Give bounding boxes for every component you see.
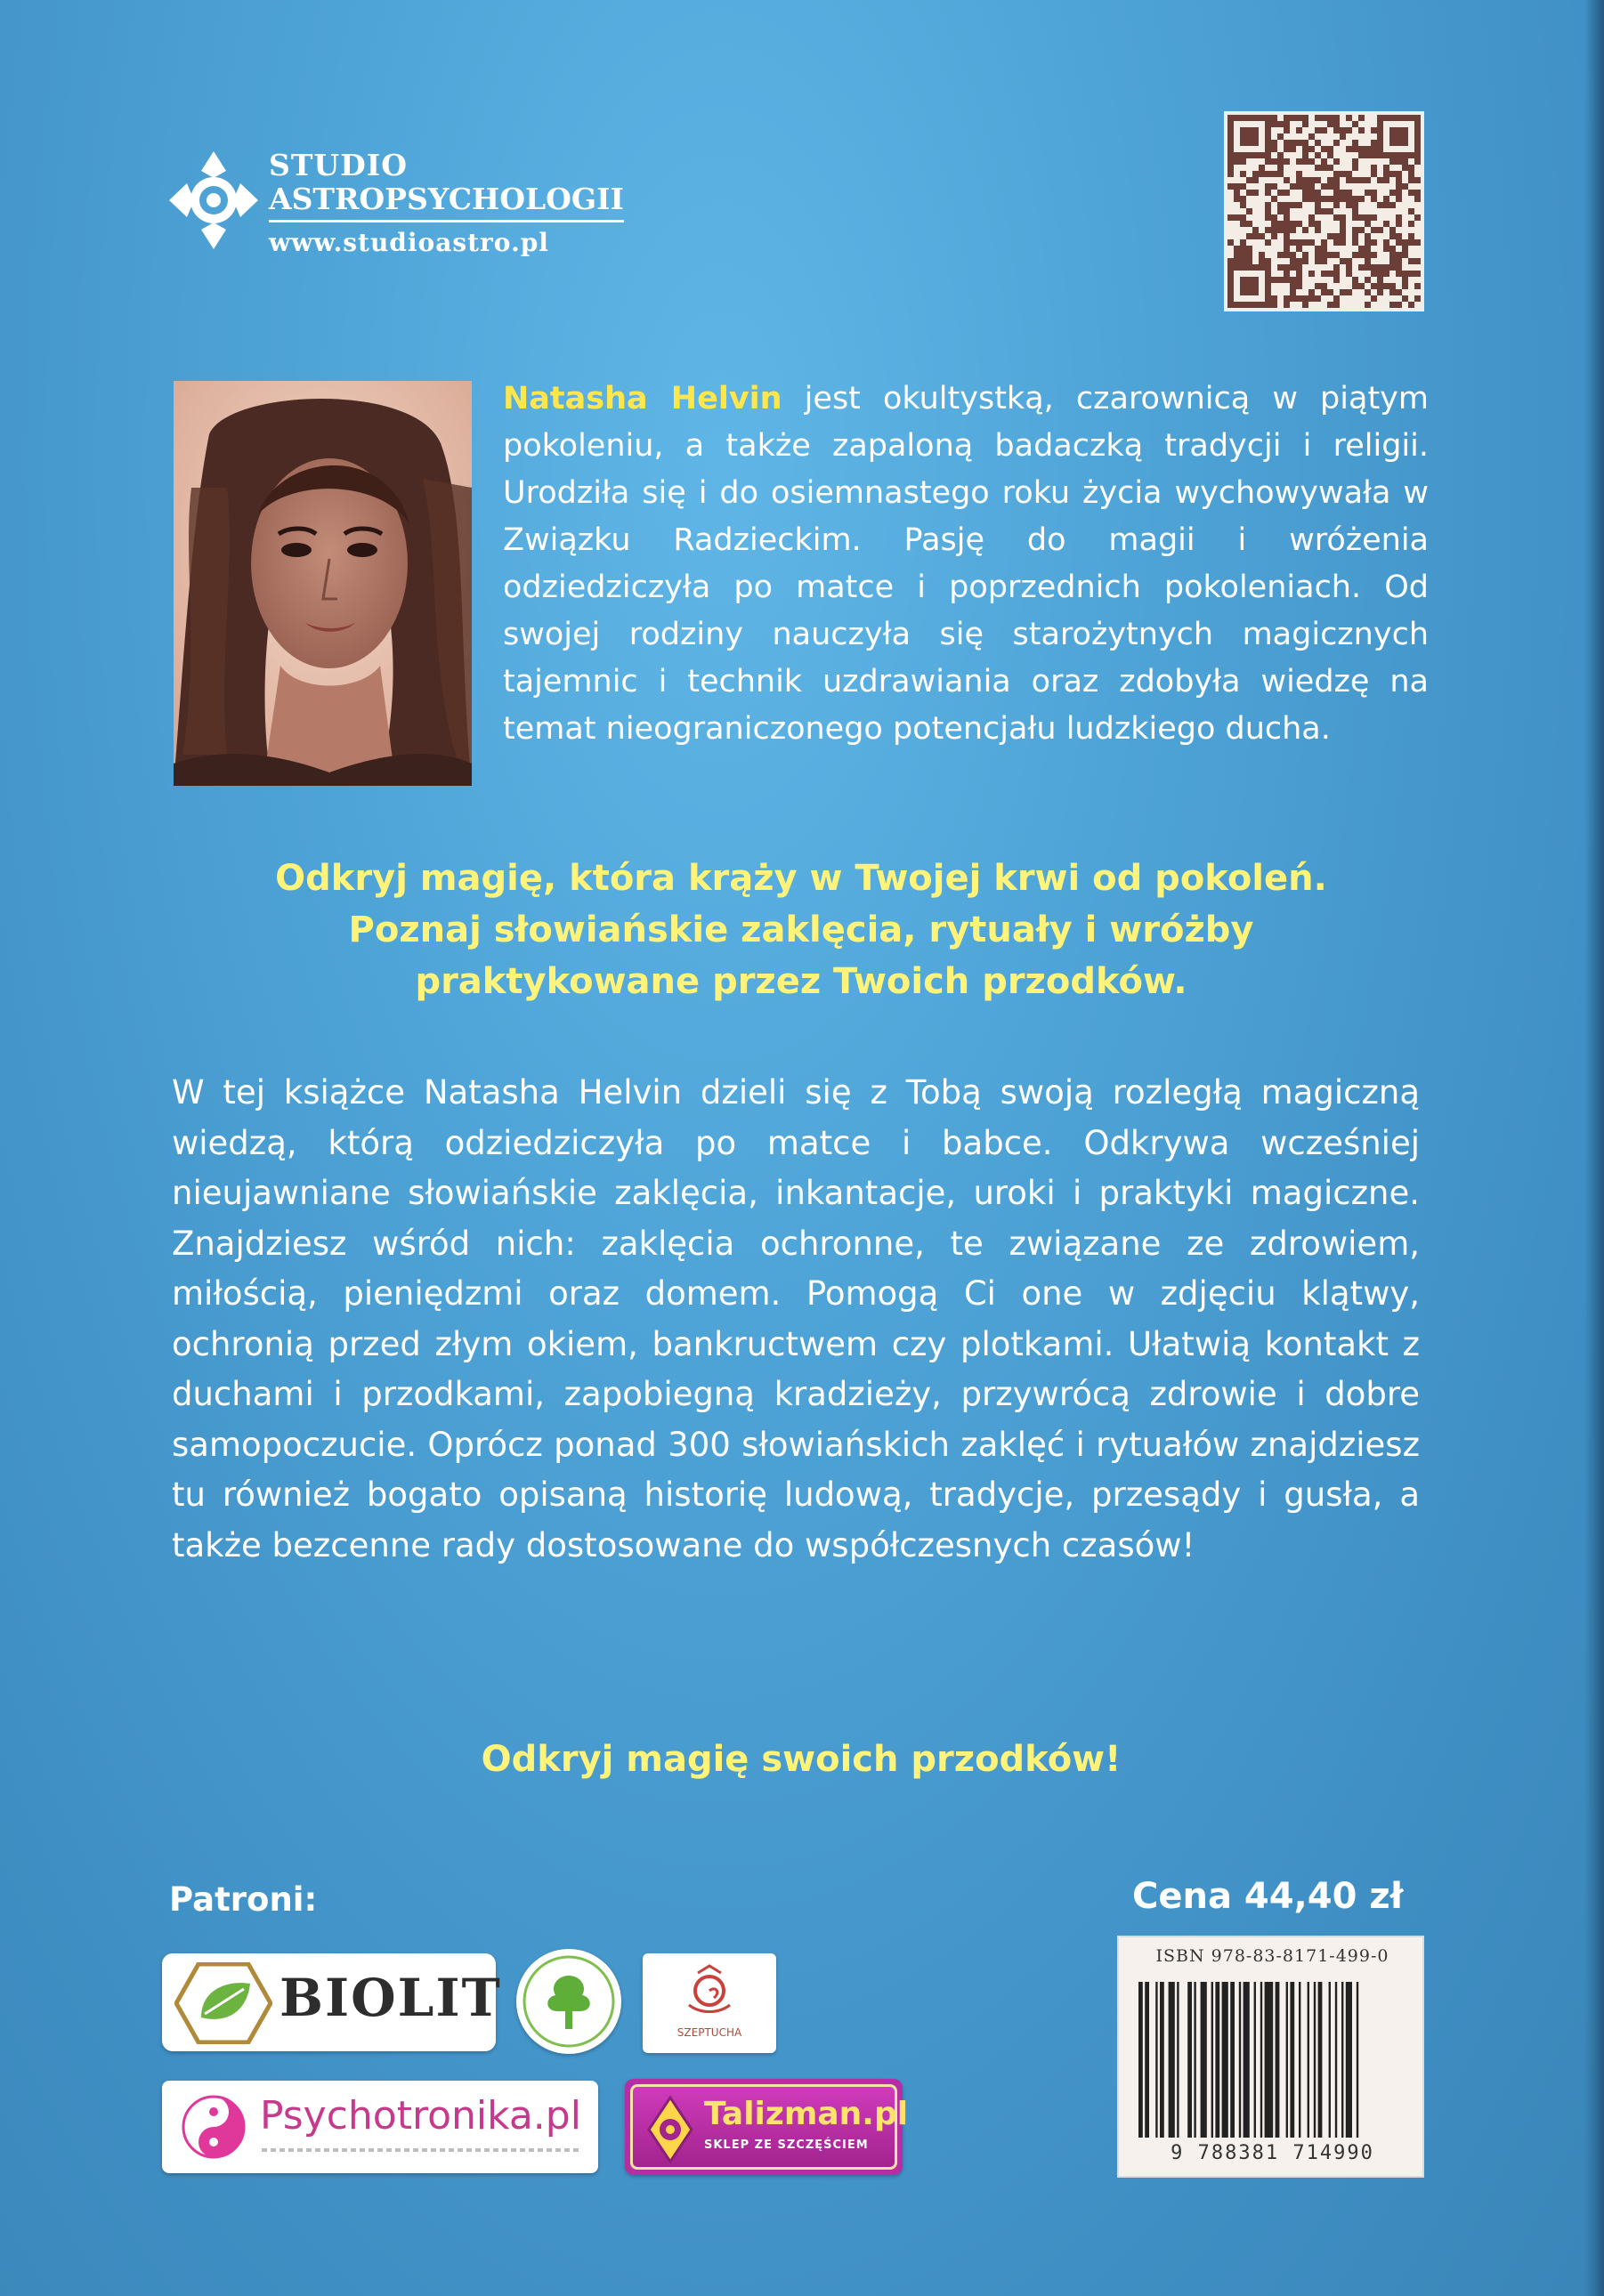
biolit-leaf-icon	[174, 1962, 272, 2044]
publisher-name-line1: STUDIO	[269, 148, 408, 182]
psychotronika-tagline-decor	[262, 2148, 582, 2152]
psychotronika-logo	[162, 2081, 598, 2173]
szeptucha-text: SZEPTUCHA	[676, 2026, 742, 2039]
szeptucha-logo	[643, 1953, 776, 2053]
biolit-logo	[162, 1953, 502, 2051]
author-portrait-image	[174, 381, 472, 786]
tagline-line1: Odkryj magię, która krąży w Twojej krwi od pokoleń.	[275, 858, 1327, 899]
barcode-digits: 9 788381 714990	[1171, 2142, 1374, 2164]
tagline-line2: Poznaj słowiańskie zaklęcia, rytuały i wróżby	[348, 910, 1254, 950]
author-bio	[503, 376, 1429, 753]
book-description: W tej książce Natasha Helvin dzieli się z Tobą swoją rozległą magiczną wiedzą, którą odziedziczyła po matce i babce. Odkrywa wcześniej nieujawniane słowiańskie zaklęcia, inkantacje, uroki i praktyki magiczne. Znajdziesz wśród nich: zaklęcia ochronne, te związane ze zdrowiem, miłością, pieniędzmi oraz domem. Pomogą Ci one w zdjęciu klątwy, ochronią przed złym okiem, bankructwem czy plotkami. Ułatwią kontakt z duchami i przodkami, zapobiegną kradzieży, przywrócą zdrowie i dobre samopoczucie. Oprócz ponad 300 słowiańskich zaklęć i rytuałów znajdziesz tu również bogato opisaną historię ludową, tradycje, przesądy i gusła, a także bezcenne rady dostosowane do współczesnych czasów!	[172, 1073, 1420, 1564]
szeptucha-swirl-icon	[643, 1953, 776, 2025]
talizman-logo	[625, 2079, 909, 2175]
author-photo	[174, 381, 472, 786]
barcode-bars	[1138, 1982, 1406, 2138]
talizman-text: Talizman.pl	[704, 2096, 909, 2132]
talizman-subtext: SKLEP ZE SZCZĘŚCIEM	[704, 2138, 869, 2152]
publisher-website: www.studioastro.pl	[269, 228, 549, 257]
spine-edge-shadow	[1584, 0, 1604, 2296]
yin-yang-icon	[169, 2081, 258, 2173]
publisher-name-line2: ASTROPSYCHOLOGII	[269, 182, 624, 222]
tree-icon	[516, 1949, 621, 2054]
talizman-frame	[630, 2084, 909, 2170]
patrons-label: Patroni:	[169, 1880, 318, 1919]
qr-code	[1224, 111, 1424, 311]
psychotronika-text: Psychotronika.pl	[260, 2093, 581, 2138]
publisher-logo	[169, 142, 632, 258]
price-label: Cena 44,40 zł	[1132, 1876, 1404, 1917]
qr-code-pattern	[1227, 115, 1421, 308]
closing-slogan: Odkryj magię swoich przodków!	[481, 1739, 1122, 1780]
author-name: Natasha Helvin	[503, 381, 782, 416]
green-tree-logo	[516, 1949, 621, 2054]
publisher-emblem-icon	[169, 151, 258, 249]
tagline	[142, 853, 1460, 1007]
isbn-barcode	[1117, 1936, 1424, 2178]
isbn-number: ISBN 978-83-8171-499-0	[1155, 1946, 1389, 1966]
author-bio-text: jest okultystką, czarownicą w piątym pokoleniu, a także zapaloną badaczką tradycji i religii. Urodziła się i do osiemnastego roku życia wychowywała w Związku Radzieckim. Pasję do magii i wróżenia odziedziczyła po matce i poprzednich pokoleniach. Od swojej rodziny nauczyła się starożytnych magicznych tajemnic i technik uzdrawiania oraz zdobyła wiedzę na temat nieograniczonego potencjału ludzkiego ducha.	[503, 381, 1429, 747]
tagline-line3: praktykowane przez Twoich przodków.	[415, 961, 1187, 1002]
talizman-amulet-icon	[644, 2094, 697, 2165]
biolit-text: BIOLIT	[279, 1968, 502, 2028]
